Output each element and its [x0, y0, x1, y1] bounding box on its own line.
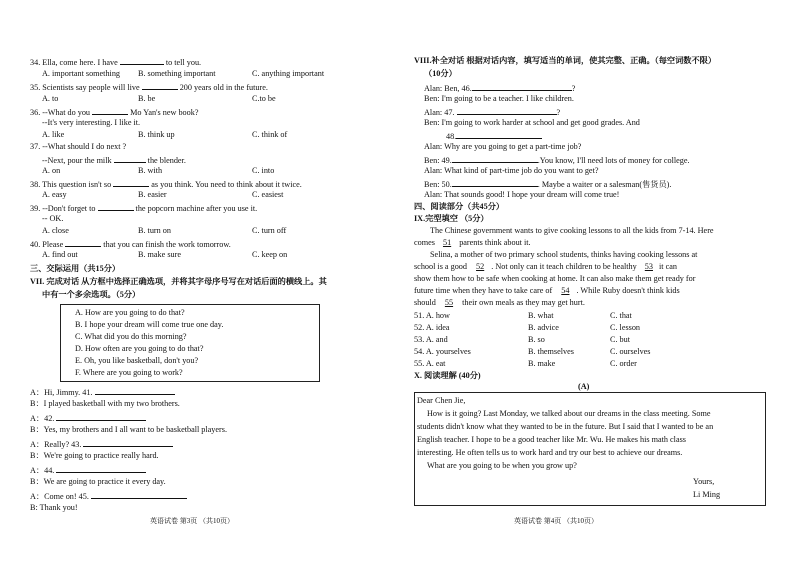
letter-box	[414, 392, 766, 506]
option-item: C. What did you do this morning?	[75, 332, 187, 341]
dialog-line: B：I played basketball with my two brothers.	[30, 399, 180, 408]
section-heading: X. 阅读理解 (40分)	[414, 371, 481, 380]
cloze-blank-53[interactable]: 53	[644, 262, 653, 271]
question-37: 37. --What should I do next ?	[30, 142, 127, 151]
choice-a: 52. A. idea	[414, 323, 450, 332]
option-b: B. turn on	[138, 226, 171, 235]
dialog-line: Alan: Ben, 46. ?	[424, 84, 576, 93]
dialog-line: A：Come on! 45.	[30, 490, 187, 502]
answer-blank[interactable]	[92, 106, 128, 115]
section-instruction: 中有一个多余选项。（5分）	[42, 290, 141, 299]
dialog-line: Alan: Why are you going to get a part-time job?	[424, 142, 582, 151]
option-a: A. find out	[42, 250, 78, 259]
option-item: D. How often are you going to do that?	[75, 344, 204, 353]
option-b: B. something important	[138, 69, 216, 78]
dialog-line: Ben: I'm going to work harder at school and get good grades. And	[424, 118, 640, 127]
answer-blank[interactable]	[56, 412, 146, 421]
option-item: E. Oh, you like basketball, don't you?	[75, 356, 199, 365]
passage-line: show them how to be safe when cooking at home. It can also make them get ready for	[414, 274, 696, 283]
choice-b: B. make	[528, 359, 556, 368]
option-item: B. I hope your dream will come true one day.	[75, 320, 224, 329]
option-c: C. easiest	[252, 190, 284, 199]
option-item: A. How are you going to do that?	[75, 308, 185, 317]
question-text: 34. Ella, come here. I have	[30, 58, 118, 67]
section-instruction: VII. 完成对话 从方框中选择正确选项，并将其字母序号写在对话后面的横线上。其	[30, 277, 327, 286]
right-page	[414, 0, 764, 561]
answer-blank[interactable]	[452, 154, 538, 163]
dialog-line: B：We are going to practice it every day.	[30, 477, 166, 486]
letter-line: English teacher. I hope to be a good teacher like Mr. Wu. He makes his math class	[417, 435, 686, 444]
dialog-line: Ben: 50. . Maybe a waiter or a salesman(售货员).	[424, 180, 672, 189]
option-c: C. anything important	[252, 69, 325, 78]
option-c: C.to be	[252, 94, 276, 103]
section-heading: IX.完型填空 （5分）	[414, 214, 489, 223]
choice-c: C. lesson	[610, 323, 641, 332]
question-text: 200 years old in the future.	[179, 83, 268, 92]
cloze-blank-55[interactable]: 55	[444, 298, 454, 307]
dialog-line: B: Thank you!	[30, 503, 78, 512]
choice-b: B. what	[528, 311, 554, 320]
choice-c: C. order	[610, 359, 637, 368]
option-b: B. think up	[138, 130, 175, 139]
choice-a: 51. A. how	[414, 311, 450, 320]
letter-line: How is it going? Last Monday, we talked about our dreams in the class meeting. Some	[427, 409, 711, 418]
answer-blank[interactable]	[83, 438, 173, 447]
answer-blank[interactable]	[120, 56, 164, 65]
passage-line: should 55 their own meals as they may get hurt.	[414, 298, 585, 307]
letter-line: students didn't know what they wanted to be in the future. But I said that I wanted to be an	[417, 422, 714, 431]
dialog-line: B：We're going to practice really hard.	[30, 451, 159, 460]
option-c: C. think of	[252, 130, 288, 139]
passage-line: comes 51 parents think about it.	[414, 238, 531, 247]
question-text: -- OK.	[42, 214, 64, 223]
passage-line: school is a good 52 . Not only can it teach children to be healthy 53 it can	[414, 262, 677, 271]
cloze-blank-52[interactable]: 52	[476, 262, 485, 271]
letter-closing: Yours,	[693, 477, 715, 486]
passage-label: (A)	[578, 382, 590, 391]
choice-c: C. but	[610, 335, 631, 344]
choice-a: 54. A. yourselves	[414, 347, 471, 356]
dialog-line: A：42.	[30, 412, 146, 424]
dialog-line: A：44.	[30, 464, 146, 476]
letter-greeting: Dear Chen Jie,	[417, 396, 466, 405]
option-a: A. important something	[42, 69, 121, 78]
passage-line: The Chinese government wants to give cooking lessons to all the kids from 7-14. Here	[430, 226, 714, 235]
question-40: 40. Please that you can finish the work tomorrow.	[30, 240, 231, 249]
answer-blank[interactable]	[113, 178, 149, 187]
letter-line: interesting. He often tells us to work hard and try our best to achieve our dreams.	[417, 448, 683, 457]
option-a: A. to	[42, 94, 59, 103]
question-text: --Next, pour the milk the blender.	[42, 156, 186, 165]
answer-blank[interactable]	[56, 464, 146, 473]
choice-c: C. ourselves	[610, 347, 651, 356]
option-b: B. make sure	[138, 250, 181, 259]
question-34	[30, 56, 201, 68]
option-c: C. keep on	[252, 250, 288, 259]
dialog-line: Alan: That sounds good! I hope your dream will come true!	[424, 190, 620, 199]
passage-line: future time when they have to take care of 54 . While Ruby doesn't think kids	[414, 286, 680, 295]
option-a: A. close	[42, 226, 69, 235]
option-a: A. easy	[42, 190, 67, 199]
option-item: F. Where are you going to work?	[75, 368, 183, 377]
options-box	[60, 304, 320, 382]
choice-b: B. themselves	[528, 347, 574, 356]
question-text: Mo Yan's new book?	[130, 108, 199, 117]
answer-blank[interactable]	[456, 130, 542, 139]
letter-signature: Li Ming	[693, 490, 721, 499]
dialog-line: B：Yes, my brothers and I all want to be basketball players.	[30, 425, 227, 434]
cloze-blank-51[interactable]: 51	[442, 238, 452, 247]
question-text: to tell you.	[165, 58, 202, 67]
question-38: 38. This question isn't so as you think. You need to think about it twice.	[30, 180, 302, 189]
option-c: C. turn off	[252, 226, 287, 235]
option-a: A. on	[42, 166, 61, 175]
option-b: B. be	[138, 94, 156, 103]
section-heading: 四、阅读部分（共45分）	[414, 202, 505, 211]
option-c: C. into	[252, 166, 275, 175]
dialog-line: 48.	[446, 130, 542, 142]
question-39: 39. --Don't forget to the popcorn machine after you use it.	[30, 204, 258, 213]
answer-blank[interactable]	[65, 238, 101, 247]
answer-blank[interactable]	[98, 202, 134, 211]
section-instruction: VIII.补全对话 根据对话内容，填写适当的单词，使其完整、正确。（每空词数不限）	[414, 56, 717, 65]
answer-blank[interactable]	[95, 386, 175, 395]
choice-b: B. advice	[528, 323, 559, 332]
answer-blank[interactable]	[114, 154, 146, 163]
answer-blank[interactable]	[142, 81, 178, 90]
dialog-line: Ben: 49. .You know, I'll need lots of money for college.	[424, 156, 690, 165]
answer-blank[interactable]	[457, 106, 557, 115]
cloze-blank-54[interactable]: 54	[561, 286, 570, 295]
question-36	[30, 106, 198, 118]
letter-line: What are you going to be when you grow up?	[427, 461, 577, 470]
left-page	[30, 0, 380, 561]
dialog-line: Alan: What kind of part-time job do you want to get?	[424, 166, 599, 175]
question-text: 35. Scientists say people will live	[30, 83, 140, 92]
question-text: --It's very interesting. I like it.	[42, 118, 141, 127]
dialog-line: Alan: 47. ?	[424, 108, 561, 117]
passage-line: Selina, a mother of two primary school students, thinks having cooking lessons at	[430, 250, 698, 259]
option-b: B. with	[138, 166, 163, 175]
dialog-line: A：Hi, Jimmy. 41.	[30, 386, 175, 398]
question-text: 36. --What do you	[30, 108, 91, 117]
section-instruction: （10分）	[424, 69, 457, 78]
question-35	[30, 81, 268, 93]
answer-blank[interactable]	[452, 178, 538, 187]
answer-blank[interactable]	[91, 490, 187, 499]
choice-a: 55. A. eat	[414, 359, 446, 368]
dialog-line: Ben: I'm going to be a teacher. I like children.	[424, 94, 574, 103]
choice-a: 53. A. and	[414, 335, 448, 344]
answer-blank[interactable]	[472, 82, 572, 91]
page-footer: 英语试卷 第3页 （共10页）	[150, 517, 234, 525]
choice-c: C. that	[610, 311, 632, 320]
dialog-line: A：Really? 43.	[30, 438, 173, 450]
page-footer: 英语试卷 第4页 （共10页）	[514, 517, 598, 525]
option-a: A. like	[42, 130, 65, 139]
choice-b: B. so	[528, 335, 545, 344]
option-b: B. easier	[138, 190, 167, 199]
section-heading: 三、交际运用（共15分）	[30, 264, 121, 273]
